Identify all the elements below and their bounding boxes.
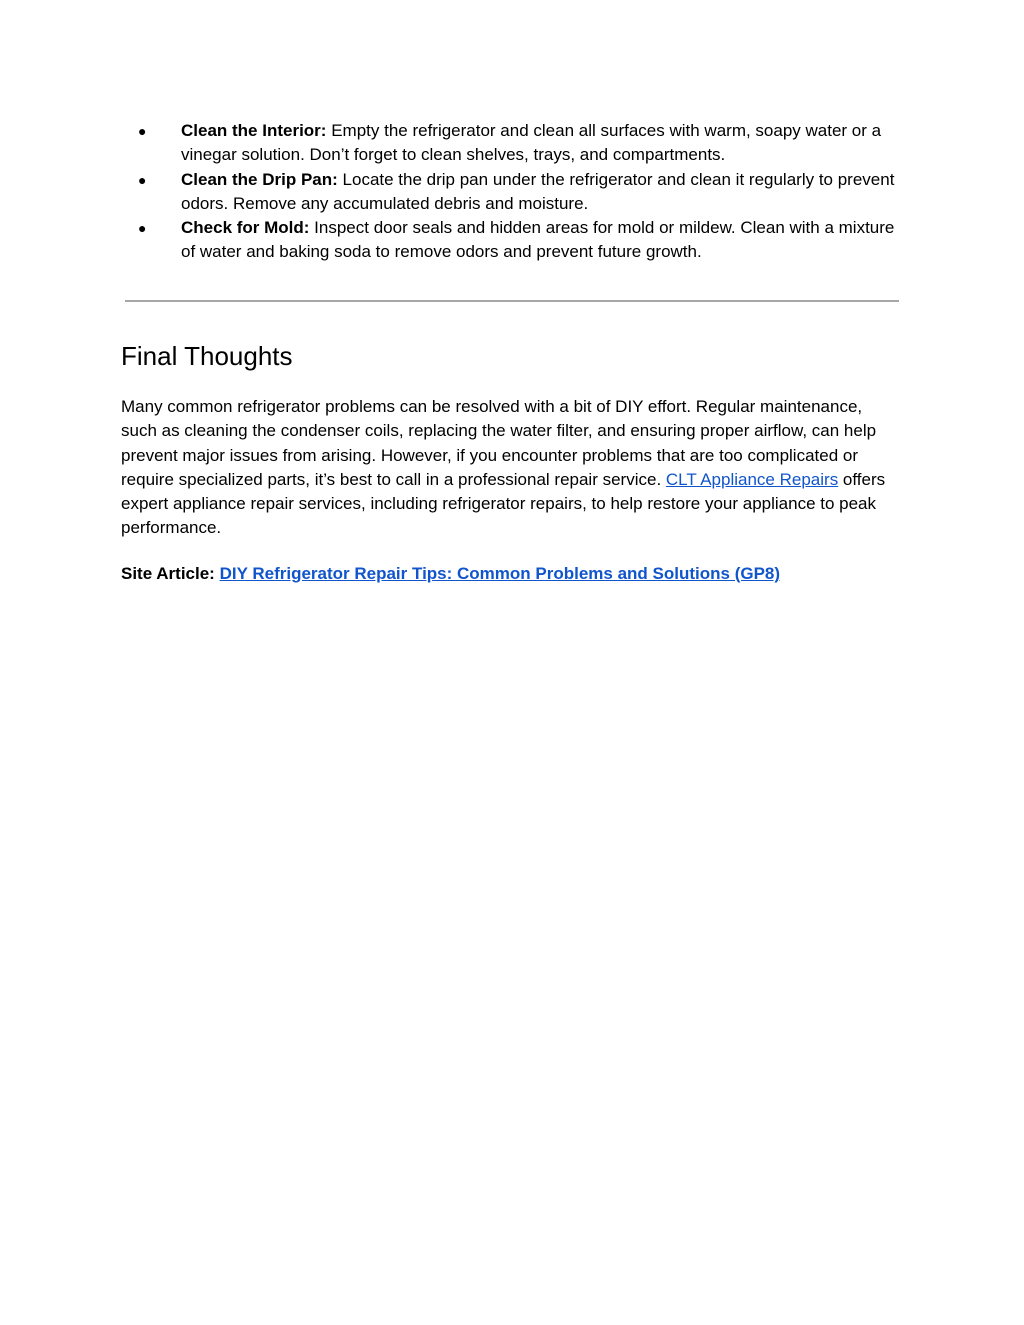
bullet-icon: ● <box>138 171 147 188</box>
tip-text: Inspect door seals and hidden areas for mold or mildew. Clean with a mixture of water and baking soda to remove odors and prevent future growth. <box>181 218 895 262</box>
tip-label: Clean the Drip Pan: <box>181 169 338 189</box>
list-item <box>121 119 911 168</box>
site-article-link[interactable]: DIY Refrigerator Repair Tips: Common Problems and Solutions (GP8) <box>219 564 781 583</box>
tip-label: Clean the Interior: <box>181 121 327 140</box>
site-article-label: Site Article: <box>121 564 220 583</box>
list-item <box>121 168 911 217</box>
tip-text: Empty the refrigerator and clean all surfaces with warm, soapy water or a vinegar solution. Don’t forget to clean shelves, trays, and compartments. <box>181 121 882 165</box>
bullet-icon: ● <box>138 220 147 237</box>
tip-label: Check for Mold: <box>181 218 310 238</box>
list-item <box>121 216 911 265</box>
cleaning-tips-list <box>121 119 911 265</box>
site-article-line <box>121 562 901 586</box>
bullet-icon: ● <box>138 123 147 139</box>
final-thoughts-paragraph <box>121 395 901 541</box>
paragraph-text: Many common refrigerator problems can be resolved with a bit of DIY effort. Regular maintenance, such as cleaning the condenser coils, replacing the water filter, and ensuring proper airflow, can help prevent major issues from arising. However, if you encounter problems that are too complicated or require specialized parts, it’s best to call in a professional repair service. <box>121 397 877 489</box>
horizontal-divider <box>125 300 899 302</box>
clt-appliance-repairs-link[interactable]: CLT Appliance Repairs <box>665 469 839 489</box>
tip-text: Locate the drip pan under the refrigerator and clean it regularly to prevent odors. Remove any accumulated debris and moisture. <box>181 169 895 213</box>
paragraph-text: offers expert appliance repair services, including refrigerator repairs, to help restore your appliance to peak performance. <box>121 469 886 538</box>
section-heading: Final Thoughts <box>121 341 293 371</box>
